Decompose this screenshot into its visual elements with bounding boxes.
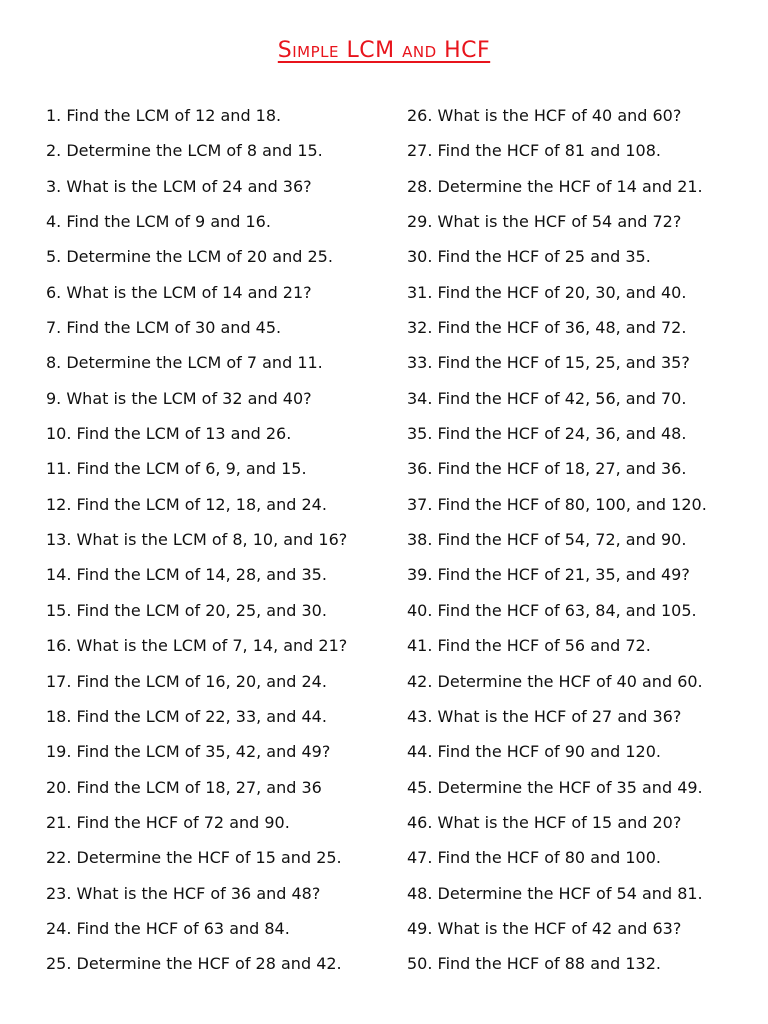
question-item: 43. What is the HCF of 27 and 36?: [407, 706, 682, 726]
question-item: 6. What is the LCM of 14 and 21?: [46, 282, 312, 302]
question-item: 18. Find the LCM of 22, 33, and 44.: [46, 706, 327, 726]
question-item: 7. Find the LCM of 30 and 45.: [46, 318, 282, 338]
question-item: 46. What is the HCF of 15 and 20?: [407, 812, 682, 832]
question-item: 27. Find the HCF of 81 and 108.: [407, 141, 661, 161]
question-item: 14. Find the LCM of 14, 28, and 35.: [46, 565, 327, 585]
question-item: 38. Find the HCF of 54, 72, and 90.: [407, 530, 687, 550]
question-item: 32. Find the HCF of 36, 48, and 72.: [407, 318, 687, 338]
question-item: 34. Find the HCF of 42, 56, and 70.: [407, 388, 687, 408]
question-item: 47. Find the HCF of 80 and 100.: [407, 848, 661, 868]
question-item: 19. Find the LCM of 35, 42, and 49?: [46, 742, 331, 762]
question-item: 28. Determine the HCF of 14 and 21.: [407, 176, 703, 196]
question-item: 17. Find the LCM of 16, 20, and 24.: [46, 671, 327, 691]
question-item: 37. Find the HCF of 80, 100, and 120.: [407, 494, 707, 514]
question-item: 41. Find the HCF of 56 and 72.: [407, 636, 651, 656]
question-item: 36. Find the HCF of 18, 27, and 36.: [407, 459, 687, 479]
question-item: 23. What is the HCF of 36 and 48?: [46, 883, 321, 903]
question-item: 9. What is the LCM of 32 and 40?: [46, 388, 312, 408]
question-item: 26. What is the HCF of 40 and 60?: [407, 106, 682, 125]
question-item: 31. Find the HCF of 20, 30, and 40.: [407, 282, 687, 302]
question-item: 35. Find the HCF of 24, 36, and 48.: [407, 424, 687, 444]
question-item: 48. Determine the HCF of 54 and 81.: [407, 883, 703, 903]
question-item: 50. Find the HCF of 88 and 132.: [407, 954, 661, 974]
question-item: 45. Determine the HCF of 35 and 49.: [407, 777, 703, 797]
question-item: 20. Find the LCM of 18, 27, and 36: [46, 777, 322, 797]
question-item: 22. Determine the HCF of 15 and 25.: [46, 848, 342, 868]
question-item: 40. Find the HCF of 63, 84, and 105.: [407, 600, 697, 620]
question-item: 15. Find the LCM of 20, 25, and 30.: [46, 600, 327, 620]
question-item: 2. Determine the LCM of 8 and 15.: [46, 141, 323, 161]
worksheet-title: Simple LCM and HCF: [277, 38, 491, 63]
question-item: 4. Find the LCM of 9 and 16.: [46, 212, 271, 232]
question-item: 12. Find the LCM of 12, 18, and 24.: [46, 494, 327, 514]
question-item: 25. Determine the HCF of 28 and 42.: [46, 954, 342, 974]
question-item: 8. Determine the LCM of 7 and 11.: [46, 353, 323, 373]
question-item: 33. Find the HCF of 15, 25, and 35?: [407, 353, 690, 373]
question-item: 5. Determine the LCM of 20 and 25.: [46, 247, 333, 267]
question-item: 39. Find the HCF of 21, 35, and 49?: [407, 565, 690, 585]
question-item: 42. Determine the HCF of 40 and 60.: [407, 671, 703, 691]
question-item: 30. Find the HCF of 25 and 35.: [407, 247, 651, 267]
question-item: 44. Find the HCF of 90 and 120.: [407, 742, 661, 762]
question-item: 49. What is the HCF of 42 and 63?: [407, 918, 682, 938]
question-item: 1. Find the LCM of 12 and 18.: [46, 106, 282, 125]
question-item: 11. Find the LCM of 6, 9, and 15.: [46, 459, 307, 479]
question-item: 16. What is the LCM of 7, 14, and 21?: [46, 636, 348, 656]
question-item: 21. Find the HCF of 72 and 90.: [46, 812, 290, 832]
question-item: 29. What is the HCF of 54 and 72?: [407, 212, 682, 232]
question-item: 13. What is the LCM of 8, 10, and 16?: [46, 530, 348, 550]
question-item: 3. What is the LCM of 24 and 36?: [46, 176, 312, 196]
right-question-column: [407, 98, 747, 982]
question-item: 24. Find the HCF of 63 and 84.: [46, 918, 290, 938]
left-question-column: [46, 98, 386, 982]
question-item: 10. Find the LCM of 13 and 26.: [46, 424, 292, 444]
